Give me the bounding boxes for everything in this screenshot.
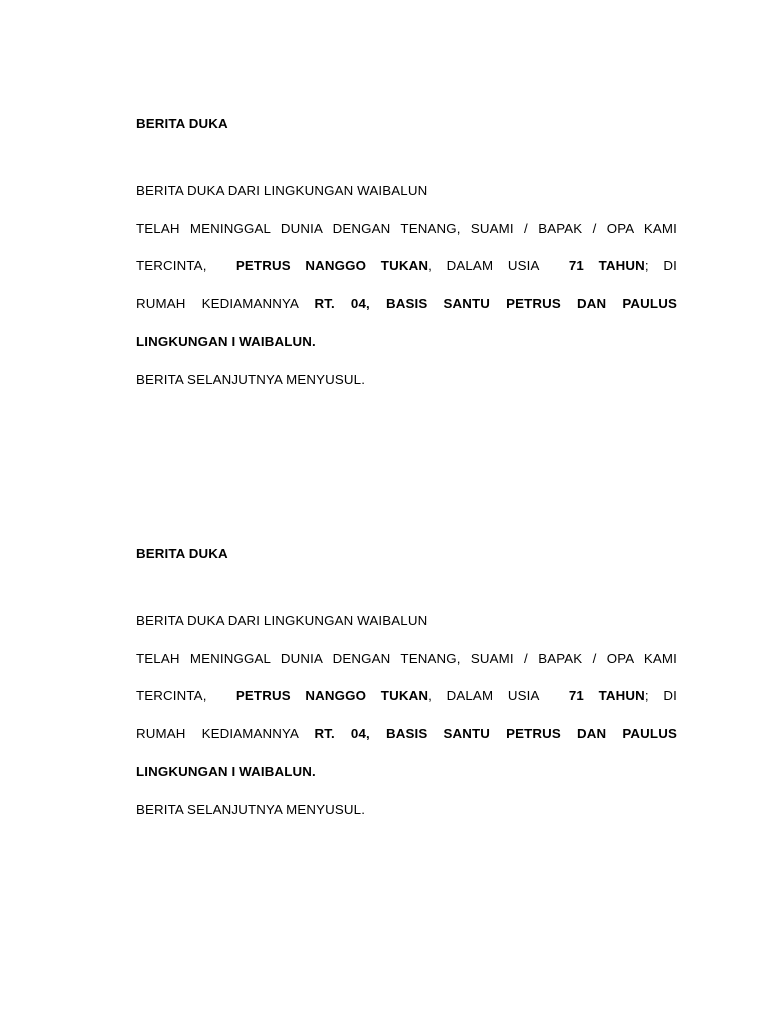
notice-text: TERCINTA, — [136, 258, 207, 273]
notice-text: TERCINTA, — [136, 688, 207, 703]
notice-text: , DALAM USIA — [428, 688, 540, 703]
notice-heading: BERITA DUKA — [136, 116, 228, 131]
notice-text: , DALAM USIA — [428, 258, 540, 273]
residence-address: RT. 04, BASIS SANTU PETRUS DAN PAULUS — [314, 296, 677, 311]
death-notice-1 — [136, 115, 677, 387]
notice-closing: BERITA SELANJUTNYA MENYUSUL. — [136, 802, 366, 817]
deceased-name: PETRUS NANGGO TUKAN — [235, 688, 429, 703]
deceased-age: 71 TAHUN — [568, 688, 645, 703]
notice-text: ; DI — [644, 258, 677, 273]
notice-line-4 — [136, 333, 677, 351]
notice-intro: BERITA DUKA DARI LINGKUNGAN WAIBALUN — [136, 183, 428, 198]
death-notice-2 — [136, 545, 677, 817]
deceased-name: PETRUS NANGGO TUKAN — [235, 258, 429, 273]
notice-intro: BERITA DUKA DARI LINGKUNGAN WAIBALUN — [136, 613, 428, 628]
notice-line-3 — [136, 725, 677, 743]
residence-area: LINGKUNGAN I WAIBALUN. — [136, 334, 316, 349]
residence-address: RT. 04, BASIS SANTU PETRUS DAN PAULUS — [314, 726, 677, 741]
notice-text: RUMAH KEDIAMANNYA — [136, 726, 299, 741]
notice-closing: BERITA SELANJUTNYA MENYUSUL. — [136, 372, 366, 387]
notice-line-2 — [136, 257, 677, 275]
notice-line-2 — [136, 687, 677, 705]
notice-line-4 — [136, 763, 677, 781]
notice-line-1: TELAH MENINGGAL DUNIA DENGAN TENANG, SUAMI / BAPAK / OPA KAMI — [136, 651, 677, 666]
notice-text: RUMAH KEDIAMANNYA — [136, 296, 299, 311]
notice-line-3 — [136, 295, 677, 313]
notice-line-1: TELAH MENINGGAL DUNIA DENGAN TENANG, SUAMI / BAPAK / OPA KAMI — [136, 221, 677, 236]
notice-text: ; DI — [644, 688, 677, 703]
notice-heading: BERITA DUKA — [136, 546, 228, 561]
deceased-age: 71 TAHUN — [568, 258, 645, 273]
residence-area: LINGKUNGAN I WAIBALUN. — [136, 764, 316, 779]
